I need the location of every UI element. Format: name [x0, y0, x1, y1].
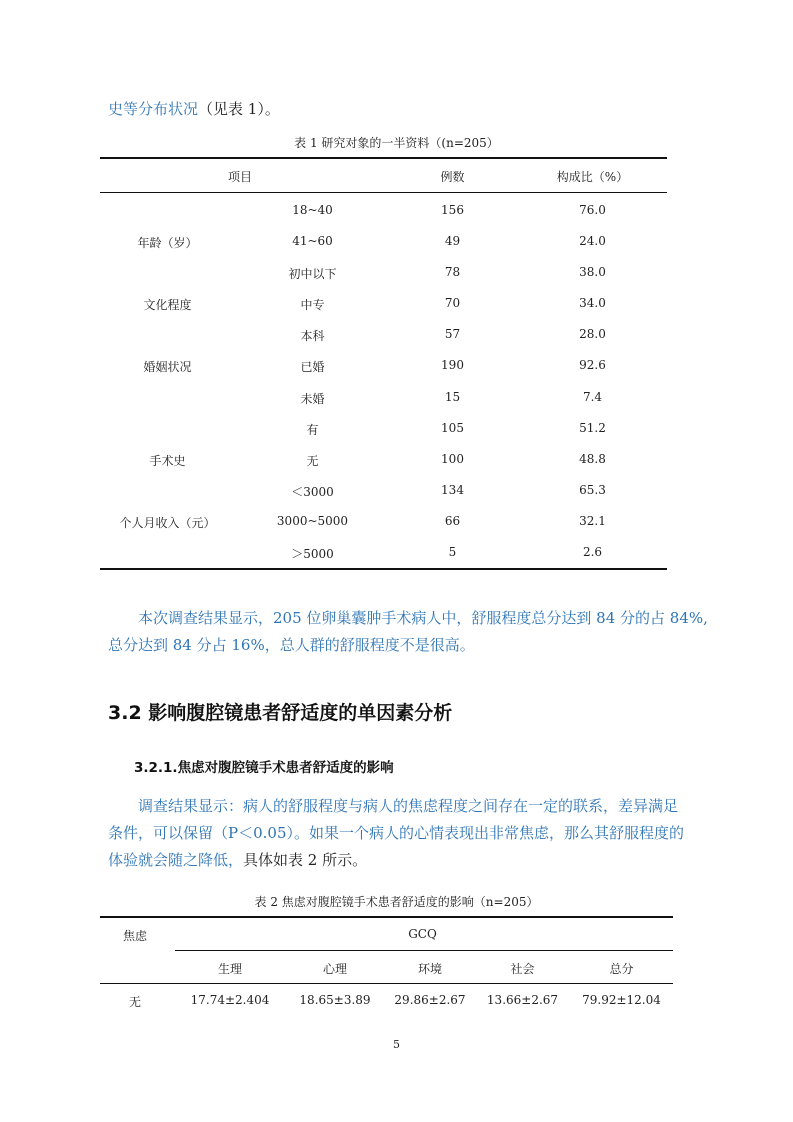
table1-cell-count: 105 — [441, 421, 464, 435]
table1-cell-sub: 已婚 — [300, 360, 325, 374]
intro-line — [108, 98, 280, 119]
table1-cell-sub: 41~60 — [292, 234, 333, 248]
table1-bottom-rule — [100, 568, 667, 570]
paragraph-line: 本次调查结果显示，205 位卵巢囊肿手术病人中，舒服程度总分达到 84 分的占 84%, — [138, 609, 708, 627]
table1-group-label: 文化程度 — [143, 298, 192, 312]
table1-top-rule — [100, 157, 667, 159]
paragraph-results — [108, 605, 720, 659]
table1-cell-sub: 未婚 — [300, 392, 325, 406]
paragraph-line — [108, 847, 720, 874]
table2-cell: 17.74±2.404 — [190, 993, 270, 1007]
paragraph-text-blue: 体验就会随之降低， — [108, 851, 244, 869]
table2-row-label: 无 — [128, 995, 141, 1009]
table1-cell-sub: 本科 — [300, 329, 325, 343]
table1-cell-percent: 51.2 — [579, 421, 606, 435]
table2-column-header: 社会 — [510, 962, 535, 976]
table1-mid-rule — [100, 192, 667, 193]
table1-cell-percent: 38.0 — [579, 265, 606, 279]
table2-row-header: 焦虑 — [122, 929, 147, 943]
intro-text-black: （见表 1）。 — [198, 100, 280, 118]
table1-cell-percent: 32.1 — [579, 514, 606, 528]
table1-cell-sub: 18~40 — [292, 203, 333, 217]
table1-header-count: 例数 — [440, 170, 465, 184]
page-number: 5 — [393, 1038, 400, 1051]
table1-cell-count: 5 — [448, 545, 457, 559]
table1-cell-count: 156 — [441, 203, 464, 217]
table2-column-header: 总分 — [609, 962, 634, 976]
table1-caption: 表 1 研究对象的一半资料（(n=205） — [294, 136, 499, 150]
table1-group-label: 手术史 — [149, 454, 186, 468]
table2-column-header: 环境 — [417, 962, 442, 976]
table2-cell: 13.66±2.67 — [486, 993, 559, 1007]
table1-cell-sub: ＜3000 — [291, 485, 334, 499]
table1-cell-sub: 初中以下 — [288, 267, 337, 281]
table1-cell-sub: 3000~5000 — [276, 514, 349, 528]
table2-top-rule — [100, 916, 673, 918]
table1-header-item: 项目 — [227, 170, 252, 184]
table1-cell-sub: 无 — [306, 454, 319, 468]
paragraph-line: 条件，可以保留（P＜0.05）。如果一个病人的心情表现出非常焦虑，那么其舒服程度的 — [108, 824, 684, 842]
table1-cell-count: 78 — [444, 265, 461, 279]
table1-cell-percent: 76.0 — [579, 203, 606, 217]
table1-cell-count: 100 — [441, 452, 464, 466]
table2-group-header: GCQ — [408, 927, 437, 941]
paragraph-anxiety — [108, 793, 720, 874]
table2-group-rule — [175, 950, 673, 951]
table2-cell: 29.86±2.67 — [394, 993, 466, 1007]
table1-cell-percent: 7.4 — [582, 390, 603, 404]
table1-cell-percent: 2.6 — [582, 545, 603, 559]
paragraph-text-black: 具体如表 2 所示。 — [243, 851, 368, 869]
subsection-heading: 3.2.1.焦虑对腹腔镜手术患者舒适度的影响 — [134, 760, 394, 776]
table1-group-label: 婚姻状况 — [143, 360, 192, 374]
table2-column-header: 心理 — [322, 962, 347, 976]
intro-text-blue: 史等分布状况 — [108, 100, 199, 118]
paragraph-line: 调查结果显示：病人的舒服程度与病人的焦虑程度之间存在一定的联系，差异满足 — [138, 797, 679, 815]
table1-cell-count: 134 — [441, 483, 464, 497]
table2-caption: 表 2 焦虑对腹腔镜手术患者舒适度的影响（n=205） — [254, 895, 539, 909]
table1-cell-percent: 48.8 — [579, 452, 606, 466]
table1-header-percent: 构成比（%） — [556, 170, 629, 184]
table1-cell-count: 15 — [444, 390, 461, 404]
table1-cell-percent: 24.0 — [579, 234, 606, 248]
table1-cell-count: 57 — [444, 327, 461, 341]
table2-header-rule — [100, 983, 673, 984]
table1-cell-percent: 92.6 — [579, 358, 606, 372]
table1-cell-sub: ＞5000 — [291, 547, 334, 561]
table1-cell-count: 190 — [441, 358, 464, 372]
table1-cell-sub: 有 — [306, 423, 319, 437]
table1-cell-sub: 中专 — [300, 298, 325, 312]
table2-cell: 18.65±3.89 — [299, 993, 371, 1007]
table1-cell-percent: 28.0 — [579, 327, 606, 341]
table1-cell-percent: 65.3 — [579, 483, 606, 497]
paragraph-line: 总分达到 84 分占 16%，总人群的舒服程度不是很高。 — [108, 636, 475, 654]
table1-cell-percent: 34.0 — [579, 296, 606, 310]
table1-cell-count: 49 — [444, 234, 461, 248]
section-heading: 3.2 影响腹腔镜患者舒适度的单因素分析 — [108, 702, 453, 724]
table2-cell: 79.92±12.04 — [582, 993, 661, 1007]
table1-cell-count: 66 — [444, 514, 461, 528]
table1-group-label: 个人月收入（元） — [119, 516, 216, 530]
table1-cell-count: 70 — [444, 296, 461, 310]
table1-group-label: 年龄（岁） — [137, 236, 198, 250]
table2-column-header: 生理 — [217, 962, 242, 976]
